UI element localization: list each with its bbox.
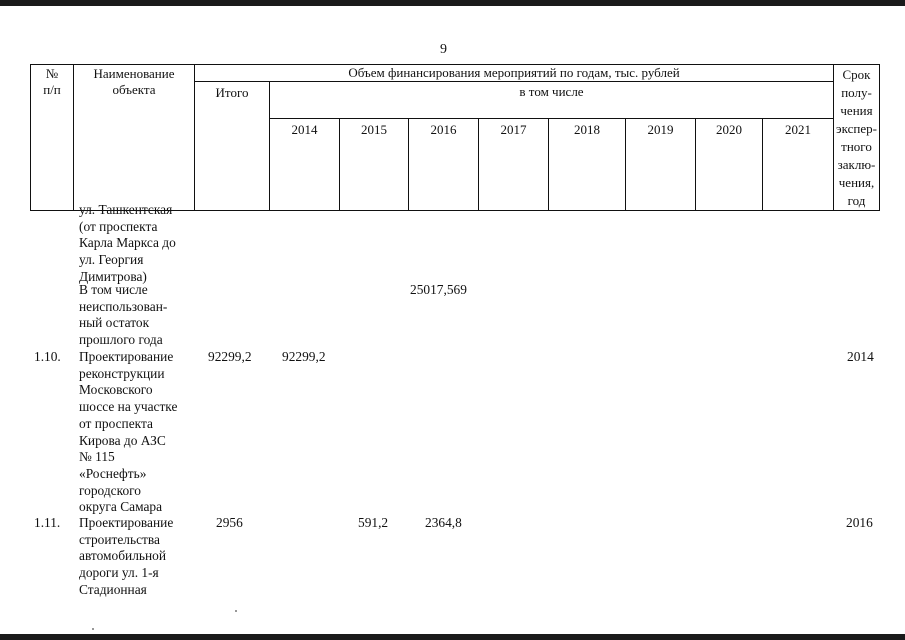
header-funding-volume: Объем финансирования мероприятий по годам, тыс. рублей <box>195 65 834 82</box>
row-1-10-name: Проектирование реконструкции Московского шоссе на участке от проспекта Кирова до АЗС № 115 «Роснефть» городского округа Самара <box>79 349 178 515</box>
row-1-10-total: 92299,2 <box>208 349 252 364</box>
scan-top-border <box>0 0 905 6</box>
row-1-11-name: Проектирование строительства автомобильной дороги ул. 1-я Стадионная <box>79 515 174 597</box>
row-1-11-number: 1.11. <box>34 515 61 530</box>
row-1-10-number: 1.10. <box>34 349 61 364</box>
header-year: 2019 <box>626 119 696 211</box>
row-1-11-2015: 591,2 <box>358 515 389 530</box>
row-1-10-term: 2014 <box>847 349 874 364</box>
scan-speck <box>235 610 237 612</box>
header-total: Итого <box>195 82 270 211</box>
row-1-11-term: 2016 <box>846 515 873 530</box>
header-expert-term: Срок полу- чения экспер- тного заклю- чения, год <box>834 65 880 211</box>
continued-sub-row-name: В том числе неиспользован- ный остаток прошлого года <box>79 282 168 348</box>
header-year: 2014 <box>270 119 340 211</box>
header-number: № п/п <box>31 65 74 211</box>
row-1-11-2016: 2364,8 <box>425 515 462 530</box>
header-year: 2021 <box>763 119 834 211</box>
header-year: 2017 <box>479 119 549 211</box>
table-header <box>30 64 880 211</box>
header-year: 2015 <box>340 119 409 211</box>
header-object-name: Наименование объекта <box>74 65 195 211</box>
scan-speck <box>92 628 94 630</box>
header-including: в том числе <box>270 82 834 119</box>
row-1-10-2014: 92299,2 <box>282 349 326 364</box>
header-year: 2020 <box>696 119 763 211</box>
page-number: 9 <box>440 42 447 57</box>
header-year: 2018 <box>549 119 626 211</box>
scan-bottom-border <box>0 634 905 640</box>
row-1-11-total: 2956 <box>216 515 243 530</box>
continued-object-name: ул. Ташкентская (от проспекта Карла Маркса до ул. Георгия Димитрова) <box>79 202 176 284</box>
header-year: 2016 <box>409 119 479 211</box>
continued-sub-row-2016: 25017,569 <box>410 282 467 297</box>
